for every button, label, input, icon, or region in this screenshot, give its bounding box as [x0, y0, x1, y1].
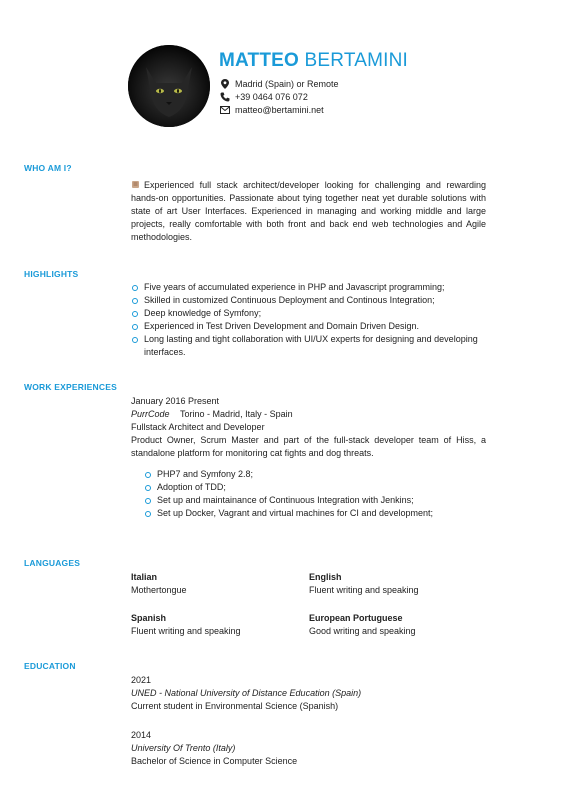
education-degree: Bachelor of Science in Computer Science [131, 756, 298, 766]
list-item: Skilled in customized Continuous Deployment and Continous Integration; [131, 294, 486, 307]
job-entry [131, 395, 486, 520]
language-name: Spanish [131, 613, 167, 623]
education-degree: Current student in Environmental Science (Spanish) [131, 701, 339, 711]
section-title-work: WORK EXPERIENCES [24, 382, 117, 392]
phone-icon [219, 92, 231, 102]
envelope-icon [219, 106, 231, 114]
language-item [131, 612, 241, 638]
language-item [309, 571, 419, 597]
education-school: UNED - National University of Distance Education (Spain) [131, 688, 362, 698]
section-title-languages: LANGUAGES [24, 558, 81, 568]
phone-text[interactable]: +39 0464 076 072 [235, 92, 308, 102]
profile-photo [128, 45, 210, 127]
last-name: BERTAMINI [304, 50, 408, 71]
language-level: Mothertongue [131, 585, 187, 595]
job-location: Torino - Madrid, Italy - Spain [180, 409, 293, 419]
list-item: Deep knowledge of Symfony; [131, 307, 486, 320]
job-company: PurrCode [131, 409, 170, 419]
full-name [219, 50, 408, 72]
highlights-list [131, 281, 486, 359]
list-item: Experienced in Test Driven Development and Domain Driven Design. [131, 320, 486, 333]
map-pin-icon [219, 79, 231, 89]
language-level: Fluent writing and speaking [131, 626, 241, 636]
job-dates: January 2016 Present [131, 396, 220, 406]
language-level: Fluent writing and speaking [309, 585, 419, 595]
cat-photo-icon [128, 45, 210, 127]
contact-email [219, 105, 324, 115]
language-name: European Portuguese [309, 613, 403, 623]
education-item [131, 674, 361, 713]
education-item [131, 729, 297, 768]
section-title-education: EDUCATION [24, 661, 76, 671]
about-paragraph [131, 179, 486, 244]
list-item: Set up and maintainance of Continuous Integration with Jenkins; [144, 494, 486, 507]
education-year: 2014 [131, 730, 152, 740]
job-tasks-list [144, 468, 486, 520]
list-item: Five years of accumulated experience in PHP and Javascript programming; [131, 281, 486, 294]
list-item: Long lasting and tight collaboration with UI/UX experts for designing and developing interfaces. [131, 333, 486, 359]
education-year: 2021 [131, 675, 152, 685]
education-school: University Of Trento (Italy) [131, 743, 236, 753]
section-title-about: WHO AM I? [24, 163, 72, 173]
job-company-line [131, 408, 486, 421]
scroll-emoji-icon [131, 180, 141, 189]
contact-phone [219, 92, 308, 102]
first-name: MATTEO [219, 50, 300, 71]
language-item [131, 571, 187, 597]
email-link[interactable]: matteo@bertamini.net [235, 105, 324, 115]
language-name: Italian [131, 572, 158, 582]
language-item [309, 612, 416, 638]
list-item: PHP7 and Symfony 2.8; [144, 468, 486, 481]
job-role: Fullstack Architect and Developer [131, 422, 265, 432]
location-text: Madrid (Spain) or Remote [235, 79, 339, 89]
list-item: Adoption of TDD; [144, 481, 486, 494]
contact-location [219, 79, 339, 89]
job-description: Product Owner, Scrum Master and part of the full-stack developer team of Hiss, a standalone platform for monitoring cat fights and dog threats. [131, 435, 486, 458]
about-text: Experienced full stack architect/developer looking for challenging and rewarding hands-on opportunities. Passionate about tying together neat yet durable solutions with state of art User Interfaces. Experienced in managing and working middle and large projects, really comfortable with both front and back end web technologies and Agile methodologies. [131, 180, 486, 242]
language-name: English [309, 572, 342, 582]
list-item: Set up Docker, Vagrant and virtual machines for CI and development; [144, 507, 486, 520]
language-level: Good writing and speaking [309, 626, 416, 636]
section-title-highlights: HIGHLIGHTS [24, 269, 79, 279]
